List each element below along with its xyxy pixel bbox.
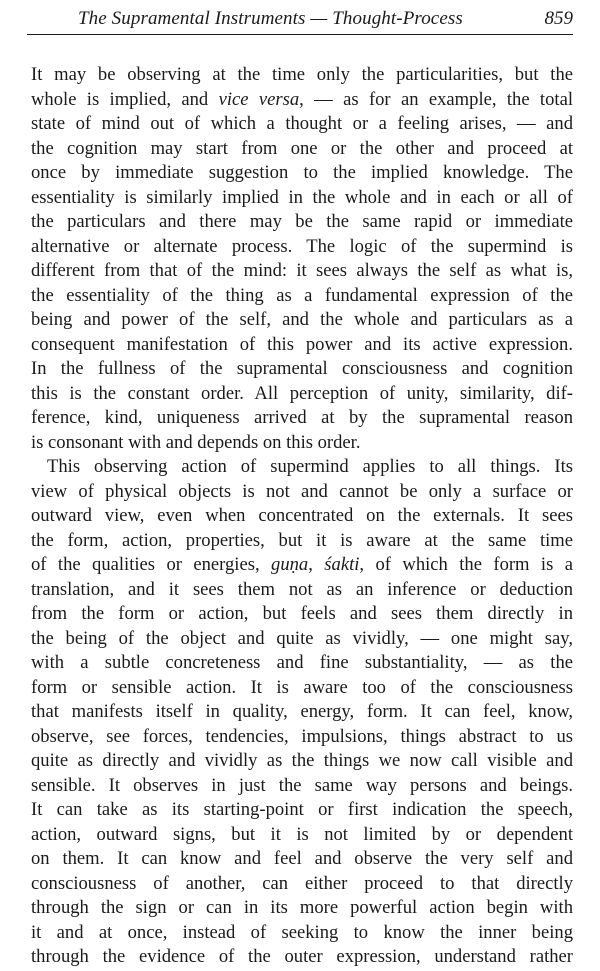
text-line: view of physical objects is not and cannot be only a surface or	[31, 480, 573, 502]
text-line: is consonant with and depends on this order.	[31, 431, 361, 453]
text-line: consequent manifestation of this power and its active expression.	[31, 333, 573, 355]
text-line: with a subtle concreteness and fine substantiality, — as the	[31, 652, 573, 673]
text-line: action, outward signs, but it is not limited by or dependent	[31, 823, 573, 845]
text-line: It may be observing at the time only the particularities, but the	[31, 64, 573, 85]
text-line: whole is implied, and vice versa, — as for an example, the total	[31, 88, 573, 110]
text-line: form or sensible action. It is aware too of the consciousness	[31, 676, 573, 698]
text-line: being and power of the self, and the whole and particulars as a	[31, 309, 573, 330]
text-line: This observing action of supermind applies to all things. Its	[47, 456, 573, 477]
text-line: translation, and it sees them not as an inference or deduction	[31, 578, 573, 600]
text-line: the particulars and there may be the same rapid or immediate	[31, 211, 573, 232]
text-line: essentiality is similarly implied in the whole and in each or all of	[31, 186, 573, 208]
text-line: alternative or alternate process. The logic of the supermind is	[31, 235, 573, 257]
text-line: ference, kind, uniqueness arrived at by the supramental reason	[31, 407, 573, 428]
text-line: the form, action, properties, but it is aware at the same time	[31, 529, 573, 551]
text-line: through the sign or can in its more powerful action begin with	[31, 897, 573, 918]
paragraph-2	[31, 455, 573, 970]
running-title: The Supramental Instruments — Thought-Process	[78, 8, 463, 29]
body-text	[31, 63, 573, 970]
text-line: In the fullness of the supramental consciousness and cognition	[31, 358, 573, 379]
text-line: different from that of the mind: it sees always the self as what is,	[31, 260, 573, 281]
text-line: from the form or action, but feels and sees them directly in	[31, 603, 573, 624]
text-line: the cognition may start from one or the other and proceed at	[31, 137, 573, 159]
text-line: consciousness of another, can either proceed to that directly	[31, 872, 573, 894]
text-line: It can take as its starting-point or first indication the speech,	[31, 799, 573, 820]
text-line: through the evidence of the outer expression, understand rather	[31, 946, 573, 967]
text-line: this is the constant order. All perception of unity, similarity, dif-	[31, 382, 573, 404]
text-line: observe, see forces, tendencies, impulsions, things abstract to us	[31, 725, 573, 747]
text-line: sensible. It observes in just the same way persons and beings.	[31, 774, 573, 796]
text-line: the being of the object and quite as vividly, — one might say,	[31, 627, 573, 649]
text-line: once by immediate suggestion to the implied knowledge. The	[31, 162, 573, 183]
text-line: it and at once, instead of seeking to know the inner being	[31, 921, 573, 943]
text-line: of the qualities or energies, guṇa, śakti, of which the form is a	[31, 554, 574, 575]
text-line: that manifests itself in quality, energy, form. It can feel, know,	[31, 701, 573, 722]
page-number: 859	[544, 8, 573, 29]
text-line: on them. It can know and feel and observe the very self and	[31, 848, 573, 869]
text-line: the essentiality of the thing as a fundamental expression of the	[31, 284, 573, 306]
text-line: state of mind out of which a thought or a feeling arises, — and	[31, 113, 573, 134]
text-line: outward view, even when concentrated on the externals. It sees	[31, 505, 573, 526]
paragraph-1	[31, 63, 573, 455]
running-header	[27, 6, 573, 35]
text-line: quite as directly and vividly as the things we now call visible and	[31, 750, 573, 771]
